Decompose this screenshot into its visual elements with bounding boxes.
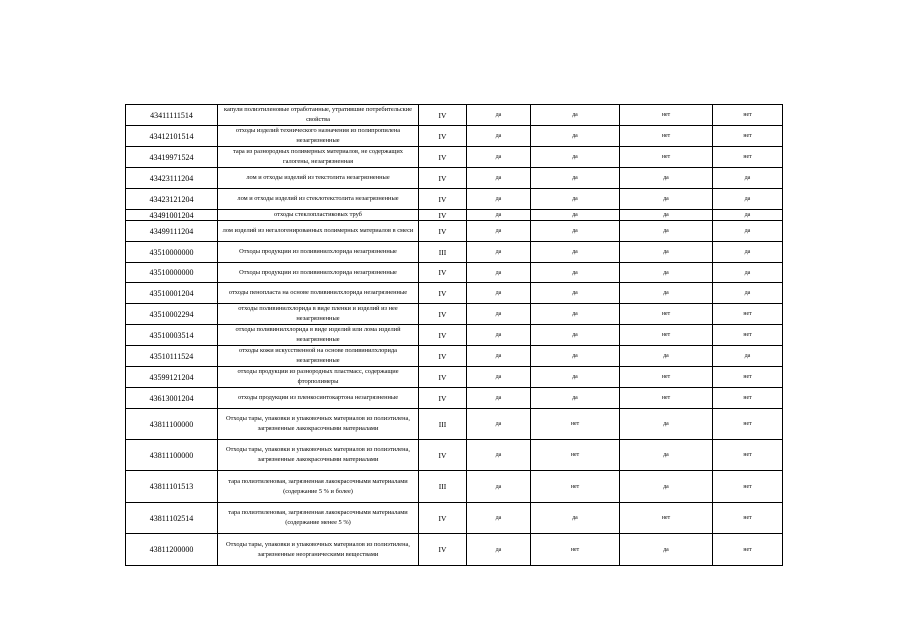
cell-cls: III <box>419 471 467 503</box>
cell-cls: IV <box>419 304 467 325</box>
cell-c: нет <box>620 105 713 126</box>
cell-a: да <box>467 105 531 126</box>
cell-code: 43491001204 <box>126 210 218 221</box>
cell-d: нет <box>713 105 783 126</box>
cell-name: Отходы тары, упаковки и упаковочных материалов из полиэтилена, загрязненные лакокрасочными материалами <box>218 440 419 471</box>
cell-name: отходы поливинилхлорида в виде изделий или лома изделий незагрязненные <box>218 325 419 346</box>
table-row <box>126 147 783 168</box>
table-row <box>126 263 783 283</box>
cell-d: нет <box>713 534 783 566</box>
cell-a: да <box>467 325 531 346</box>
cell-a: да <box>467 388 531 409</box>
cell-c: нет <box>620 388 713 409</box>
table-row <box>126 503 783 534</box>
cell-b: нет <box>531 534 620 566</box>
cell-a: да <box>467 126 531 147</box>
cell-c: да <box>620 346 713 367</box>
cell-cls: IV <box>419 440 467 471</box>
cell-a: да <box>467 283 531 304</box>
table-row <box>126 367 783 388</box>
cell-b: да <box>531 189 620 210</box>
cell-name: отходы кожи искусственной на основе поливинилхлорида незагрязненные <box>218 346 419 367</box>
cell-c: да <box>620 440 713 471</box>
cell-c: нет <box>620 325 713 346</box>
cell-name: капули полиэтиленовые отработанные, утратившие потребительские свойства <box>218 105 419 126</box>
cell-d: да <box>713 283 783 304</box>
cell-code: 43510002294 <box>126 304 218 325</box>
cell-a: да <box>467 440 531 471</box>
cell-b: да <box>531 126 620 147</box>
cell-name: отходы поливинилхлорида в виде пленки и изделий из нее незагрязненные <box>218 304 419 325</box>
cell-b: нет <box>531 440 620 471</box>
cell-c: да <box>620 189 713 210</box>
cell-cls: IV <box>419 503 467 534</box>
cell-code: 43613001204 <box>126 388 218 409</box>
cell-name: тара из разнородных полимерных материалов, не содержащих галогены, незагрязненная <box>218 147 419 168</box>
cell-b: да <box>531 210 620 221</box>
table-row <box>126 210 783 221</box>
cell-b: да <box>531 304 620 325</box>
cell-b: да <box>531 105 620 126</box>
cell-cls: IV <box>419 367 467 388</box>
cell-d: да <box>713 189 783 210</box>
cell-a: да <box>467 147 531 168</box>
cell-b: нет <box>531 471 620 503</box>
cell-c: да <box>620 221 713 242</box>
cell-b: да <box>531 242 620 263</box>
cell-a: да <box>467 367 531 388</box>
cell-cls: IV <box>419 126 467 147</box>
cell-d: нет <box>713 409 783 440</box>
cell-b: нет <box>531 409 620 440</box>
table-row <box>126 189 783 210</box>
cell-d: нет <box>713 325 783 346</box>
cell-code: 43510000000 <box>126 263 218 283</box>
cell-name: Отходы тары, упаковки и упаковочных материалов из полиэтилена, загрязненные лакокрасочными материалами <box>218 409 419 440</box>
table-row <box>126 388 783 409</box>
cell-cls: IV <box>419 147 467 168</box>
cell-code: 43411111514 <box>126 105 218 126</box>
cell-a: да <box>467 346 531 367</box>
cell-d: нет <box>713 147 783 168</box>
cell-c: нет <box>620 126 713 147</box>
cell-cls: III <box>419 409 467 440</box>
cell-name: тара полиэтиленовая, загрязненная лакокрасочными материалами (содержание менее 5 %) <box>218 503 419 534</box>
cell-d: нет <box>713 440 783 471</box>
cell-cls: IV <box>419 189 467 210</box>
cell-name: отходы изделий технического назначения из полипропилена незагрязненные <box>218 126 419 147</box>
cell-c: да <box>620 534 713 566</box>
cell-cls: IV <box>419 210 467 221</box>
cell-name: лом изделий из негалогенированных полимерных материалов в смеси <box>218 221 419 242</box>
cell-code: 43510000000 <box>126 242 218 263</box>
cell-cls: IV <box>419 534 467 566</box>
cell-code: 43419971524 <box>126 147 218 168</box>
cell-b: да <box>531 367 620 388</box>
cell-c: да <box>620 409 713 440</box>
table-row <box>126 242 783 263</box>
cell-d: нет <box>713 126 783 147</box>
cell-a: да <box>467 221 531 242</box>
cell-c: да <box>620 242 713 263</box>
cell-name: лом и отходы изделий из стеклотекстолита незагрязненные <box>218 189 419 210</box>
cell-c: нет <box>620 147 713 168</box>
cell-b: да <box>531 283 620 304</box>
cell-cls: IV <box>419 325 467 346</box>
cell-name: Отходы продукции из поливинилхлорида незагрязненные <box>218 263 419 283</box>
cell-cls: IV <box>419 168 467 189</box>
cell-code: 43811100000 <box>126 409 218 440</box>
table-row <box>126 304 783 325</box>
cell-cls: IV <box>419 283 467 304</box>
cell-b: да <box>531 221 620 242</box>
cell-a: да <box>467 409 531 440</box>
table-row <box>126 534 783 566</box>
cell-b: да <box>531 263 620 283</box>
cell-name: отходы продукции из разнородных пластмасс, содержащие фторполимеры <box>218 367 419 388</box>
cell-a: да <box>467 503 531 534</box>
table-row <box>126 283 783 304</box>
cell-code: 43423111204 <box>126 168 218 189</box>
cell-a: да <box>467 168 531 189</box>
cell-name: тара полиэтиленовая, загрязненная лакокрасочными материалами (содержание 5 % и более) <box>218 471 419 503</box>
table-row <box>126 346 783 367</box>
cell-cls: IV <box>419 221 467 242</box>
cell-code: 43811102514 <box>126 503 218 534</box>
table-row <box>126 471 783 503</box>
cell-cls: IV <box>419 388 467 409</box>
cell-d: нет <box>713 367 783 388</box>
cell-cls: IV <box>419 263 467 283</box>
cell-a: да <box>467 210 531 221</box>
cell-name: лом и отходы изделий из текстолита незагрязненные <box>218 168 419 189</box>
cell-d: нет <box>713 388 783 409</box>
cell-code: 43811200000 <box>126 534 218 566</box>
cell-code: 43811100000 <box>126 440 218 471</box>
cell-d: нет <box>713 304 783 325</box>
cell-a: да <box>467 534 531 566</box>
table-row <box>126 221 783 242</box>
cell-b: да <box>531 147 620 168</box>
table-row <box>126 168 783 189</box>
cell-code: 43510003514 <box>126 325 218 346</box>
cell-d: нет <box>713 503 783 534</box>
cell-code: 43423121204 <box>126 189 218 210</box>
cell-a: да <box>467 263 531 283</box>
cell-cls: III <box>419 242 467 263</box>
cell-cls: IV <box>419 346 467 367</box>
cell-d: да <box>713 210 783 221</box>
cell-d: да <box>713 168 783 189</box>
cell-a: да <box>467 242 531 263</box>
cell-d: да <box>713 346 783 367</box>
cell-code: 43499111204 <box>126 221 218 242</box>
cell-c: да <box>620 263 713 283</box>
cell-a: да <box>467 304 531 325</box>
cell-code: 43510111524 <box>126 346 218 367</box>
cell-name: Отходы тары, упаковки и упаковочных материалов из полиэтилена, загрязненные неорганическими веществами <box>218 534 419 566</box>
table-row <box>126 126 783 147</box>
cell-name: отходы продукции из пленкосинтокартона незагрязненные <box>218 388 419 409</box>
table-row <box>126 105 783 126</box>
cell-code: 43510001204 <box>126 283 218 304</box>
table-row <box>126 409 783 440</box>
cell-c: да <box>620 210 713 221</box>
cell-code: 43599121204 <box>126 367 218 388</box>
cell-c: нет <box>620 304 713 325</box>
cell-name: Отходы продукции из поливинилхлорида незагрязненные <box>218 242 419 263</box>
cell-c: да <box>620 168 713 189</box>
cell-c: да <box>620 283 713 304</box>
table-row <box>126 325 783 346</box>
cell-cls: IV <box>419 105 467 126</box>
cell-b: да <box>531 503 620 534</box>
cell-b: да <box>531 325 620 346</box>
cell-b: да <box>531 388 620 409</box>
cell-b: да <box>531 168 620 189</box>
cell-a: да <box>467 471 531 503</box>
cell-d: нет <box>713 471 783 503</box>
cell-b: да <box>531 346 620 367</box>
cell-c: нет <box>620 503 713 534</box>
cell-d: да <box>713 242 783 263</box>
cell-code: 43412101514 <box>126 126 218 147</box>
cell-name: отходы стеклопластиковых труб <box>218 210 419 221</box>
cell-d: да <box>713 221 783 242</box>
cell-c: да <box>620 471 713 503</box>
table-row <box>126 440 783 471</box>
waste-classification-table <box>125 104 783 566</box>
cell-a: да <box>467 189 531 210</box>
cell-d: да <box>713 263 783 283</box>
cell-name: отходы пенопласта на основе поливинилхлорида незагрязненные <box>218 283 419 304</box>
cell-c: нет <box>620 367 713 388</box>
cell-code: 43811101513 <box>126 471 218 503</box>
